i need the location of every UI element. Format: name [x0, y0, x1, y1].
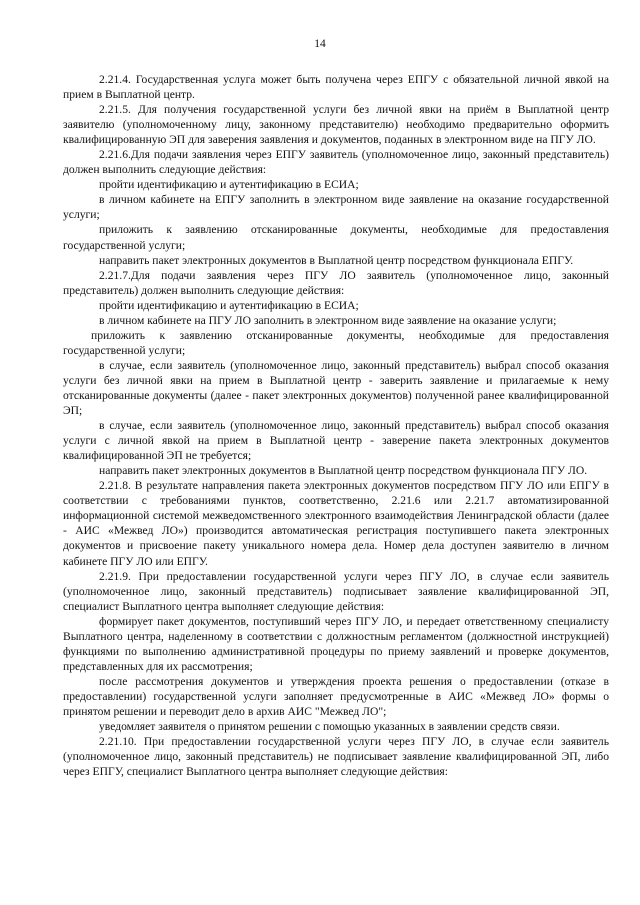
list-item: уведомляет заявителя о принятом решении с помощью указанных в заявлении средств связи.	[99, 720, 560, 734]
paragraph-2-21-8: 2.21.8. В результате направления пакета электронных документов посредством ПГУ ЛО или ЕПГУ в соответствии с требованиями пунктов, соответственно, 2.21.6 или 2.21.7 автоматизированной информационной системой межведомственного электронного взаимодействия Ленинградской области (далее - АИС «Межвед ЛО») производится автоматическая регистрация поступившего пакета электронных документов и присвоение пакету уникального номера дела. Номер дела доступен заявителю в личном кабинете ПГУ ЛО или ЕПГУ.	[63, 479, 609, 568]
list-item: формирует пакет документов, поступивший через ПГУ ЛО, и передает ответственному специалисту Выплатного центра, наделенному в соответствии с должностным регламентом (должностной инструкцией) функциями по выполнению административной процедуры по приему заявлений и проверке документов, представленных для их рассмотрения;	[63, 614, 609, 673]
paragraph-2-21-5: 2.21.5. Для получения государственной услуги без личной явки на приём в Выплатной центр заявителю (уполномоченному лицу, законному представителю) необходимо предварительно оформить квалифицированную ЭП для заверения заявления и документов, поданных в электронном виде на ПГУ ЛО.	[63, 103, 609, 147]
paragraph-2-21-6: 2.21.6.Для подачи заявления через ЕПГУ заявитель (уполномоченное лицо, законный представитель) должен выполнить следующие действия:	[63, 148, 609, 177]
list-item: после рассмотрения документов и утверждения проекта решения о предоставлении (отказе в предоставлении) государственной услуги заполняет предусмотренные в АИС «Межвед ЛО» формы о принятом решении и переводит дело в архив АИС "Межвед ЛО";	[63, 674, 609, 718]
list-item: приложить к заявлению отсканированные документы, необходимые для предоставления государственной услуги;	[63, 328, 609, 357]
paragraph-2-21-4: 2.21.4. Государственная услуга может быть получена через ЕПГУ с обязательной личной явкой на прием в Выплатной центр.	[63, 73, 609, 102]
list-item: пройти идентификацию и аутентификацию в ЕСИА;	[99, 298, 359, 312]
paragraph-2-21-10: 2.21.10. При предоставлении государственной услуги через ПГУ ЛО, в случае если заявитель (уполномоченное лицо, законный представитель) не подписывает заявление квалифицированной ЭП, либо через ЕПГУ, специалист Выплатного центра выполняет следующие действия:	[63, 735, 609, 779]
paragraph-2-21-9: 2.21.9. При предоставлении государственной услуги через ПГУ ЛО, в случае если заявитель (уполномоченное лицо, законный представитель) подписывает заявление квалифицированной ЭП, специалист Выплатного центра выполняет следующие действия:	[63, 569, 609, 613]
document-body	[63, 72, 609, 779]
list-item: направить пакет электронных документов в Выплатной центр посредством функционала ПГУ ЛО.	[99, 464, 588, 478]
list-item: пройти идентификацию и аутентификацию в ЕСИА;	[99, 178, 359, 192]
list-item: в личном кабинете на ЕПГУ заполнить в электронном виде заявление на оказание государственной услуги;	[63, 193, 609, 222]
list-item: в личном кабинете на ПГУ ЛО заполнить в электронном виде заявление на оказание услуги;	[99, 313, 557, 327]
paragraph-2-21-7: 2.21.7.Для подачи заявления через ПГУ ЛО заявитель (уполномоченное лицо, законный представитель) должен выполнить следующие действия:	[63, 268, 609, 297]
page-number: 14	[314, 38, 326, 50]
list-item: в случае, если заявитель (уполномоченное лицо, законный представитель) выбрал способ оказания услуги без личной явки на прием в Выплатной центр - заверить заявление и прилагаемые к нему отсканированные документы (далее - пакет электронных документов) полученной ранее квалифицированной ЭП;	[63, 358, 609, 418]
list-item: в случае, если заявитель (уполномоченное лицо, законный представитель) выбрал способ оказания услуги с личной явкой на прием в Выплатной центр - заверение пакета электронных документов квалифицированной ЭП не требуется;	[63, 419, 609, 463]
list-item: направить пакет электронных документов в Выплатной центр посредством функционала ЕПГУ.	[99, 253, 574, 267]
list-item: приложить к заявлению отсканированные документы, необходимые для предоставления государственной услуги;	[63, 223, 609, 252]
